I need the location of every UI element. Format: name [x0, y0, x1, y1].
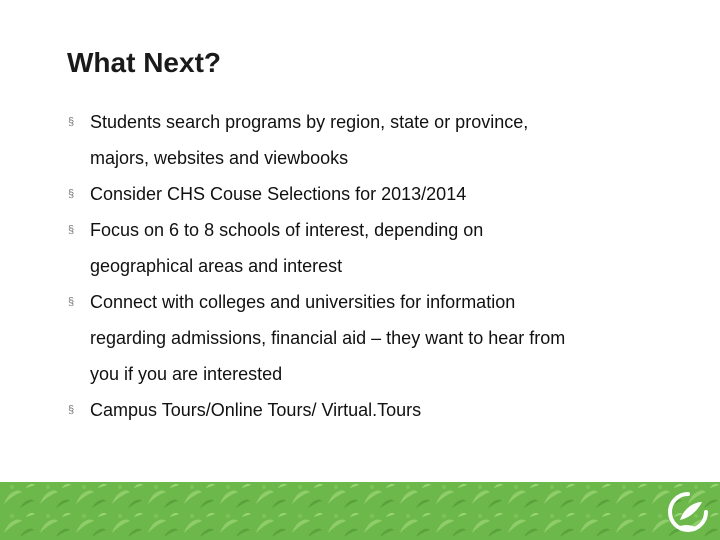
bullet-marker-icon: § — [68, 116, 75, 128]
leaf-swirl-logo-icon — [666, 490, 710, 534]
list-item — [67, 104, 667, 176]
bullet-marker-icon: § — [68, 296, 75, 308]
bullet-marker-icon: § — [68, 188, 75, 200]
leaf-pattern-graphic — [0, 482, 720, 540]
bullet-marker-icon: § — [68, 224, 75, 236]
bullet-marker-icon: § — [68, 404, 75, 416]
list-item — [67, 392, 667, 428]
bullet-text: Campus Tours/Online Tours/ Virtual.Tours — [90, 400, 422, 420]
bullet-list — [67, 104, 667, 428]
list-item — [67, 212, 667, 284]
slide-title: What Next? — [67, 47, 221, 78]
bullet-text: Connect with colleges and universities for information regarding admissions, financial aid – they want to hear from you if you are interested — [90, 292, 566, 384]
bullet-text: Consider CHS Couse Selections for 2013/2014 — [90, 184, 467, 204]
list-item — [67, 176, 667, 212]
bullet-text: Focus on 6 to 8 schools of interest, depending on geographical areas and interest — [90, 220, 484, 276]
bullet-text: Students search programs by region, state or province, majors, websites and viewbooks — [90, 112, 529, 168]
list-item — [67, 284, 667, 392]
footer-pattern-band — [0, 482, 720, 540]
